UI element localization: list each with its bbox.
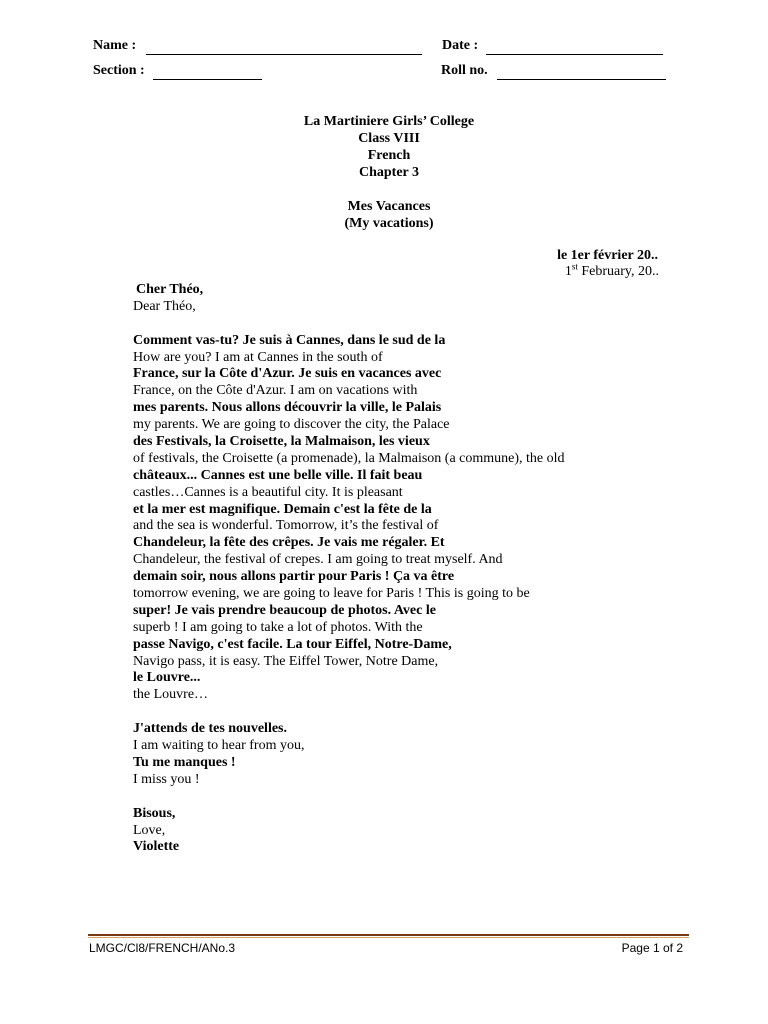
date-english-rest: February, 20.. [577,264,659,279]
letter-line-english: and the sea is wonderful. Tomorrow, it’s the festival of [133,518,439,534]
letter-line-french: Bisous, [133,805,176,821]
section-label: Section : [93,63,145,78]
letter-line-english: I miss you ! [133,771,200,787]
date-english-suffix: st [571,261,578,272]
letter-line-english: my parents. We are going to discover the city, the Palace [133,417,450,433]
letter-line-english: Dear Théo, [133,298,196,314]
subject-name: French [367,148,411,163]
letter-line-english: I am waiting to hear from you, [133,738,305,754]
roll-no-line [497,79,666,80]
section-line [153,79,262,80]
title-block [0,113,768,232]
blank-line [133,789,693,806]
letter-line-english: How are you? I am at Cannes in the south of [133,349,383,365]
letter-line-french: Violette [133,839,180,855]
letter-line-english: castles…Cannes is a beautiful city. It is pleasant [133,484,403,500]
topic-english: (My vacations) [344,216,434,231]
letter-line-french: et la mer est magnifique. Demain c'est la fête de la [133,501,432,517]
page-number: Page 1 of 2 [621,941,683,955]
letter-line-french: Cher Théo, [136,282,204,297]
letter-line-english: France, on the Côte d'Azur. I am on vacations with [133,383,418,399]
letter-line-french: super! Je vais prendre beaucoup de photos. Avec le [133,602,436,618]
letter-line-french: France, sur la Côte d'Azur. Je suis en vacances avec [133,366,442,382]
letter-line-french: mes parents. Nous allons découvrir la ville, le Palais [133,400,442,416]
footer-rule [88,934,689,936]
letter-line-french: Tu me manques ! [133,754,236,770]
letter-line-english: Navigo pass, it is easy. The Eiffel Tower, Notre Dame, [133,653,439,669]
letter-body [133,282,693,856]
date-english [564,261,659,280]
letter-line-french: Comment vas-tu? Je suis à Cannes, dans le sud de la [133,332,446,348]
letter-line-english: tomorrow evening, we are going to leave for Paris ! This is going to be [133,586,530,602]
blank-line [133,316,693,333]
date-english-day: 1 [564,264,572,279]
letter-line-french: demain soir, nous allons partir pour Paris ! Ça va être [133,569,455,585]
letter-line-french: Chandeleur, la fête des crêpes. Je vais me régaler. Et [133,535,445,551]
letter-line-french: châteaux... Cannes est une belle ville. Il fait beau [133,467,423,483]
letter-line-french: J'attends de tes nouvelles. [133,721,287,737]
blank-line [133,704,693,721]
letter-line-french: le Louvre... [133,670,201,686]
letter-line-english: Chandeleur, the festival of crepes. I am going to treat myself. And [133,552,503,568]
name-label: Name : [93,38,137,53]
date-line [486,54,663,55]
name-line [146,54,422,55]
letter-line-english: superb ! I am going to take a lot of photos. With the [133,619,423,635]
chapter-name: Chapter 3 [358,165,420,180]
date-label: Date : [442,38,479,53]
letter-line-french: des Festivals, la Croisette, la Malmaison, les vieux [133,434,430,450]
footer-rule-accent [88,937,689,938]
school-name: La Martiniere Girls’ College [303,114,475,129]
letter-line-english: the Louvre… [133,687,209,703]
roll-no-label: Roll no. [441,63,488,78]
letter-line-french: passe Navigo, c'est facile. La tour Eiffel, Notre-Dame, [133,636,452,652]
letter-line-english: Love, [133,822,166,838]
date-french: le 1er février 20.. [557,248,658,263]
topic-french: Mes Vacances [347,199,431,214]
class-name: Class VIII [358,131,420,146]
document-code: LMGC/Cl8/FRENCH/ANo.3 [89,941,236,955]
letter-line-english: of festivals, the Croisette (a promenade), la Malmaison (a commune), the old [133,450,565,466]
